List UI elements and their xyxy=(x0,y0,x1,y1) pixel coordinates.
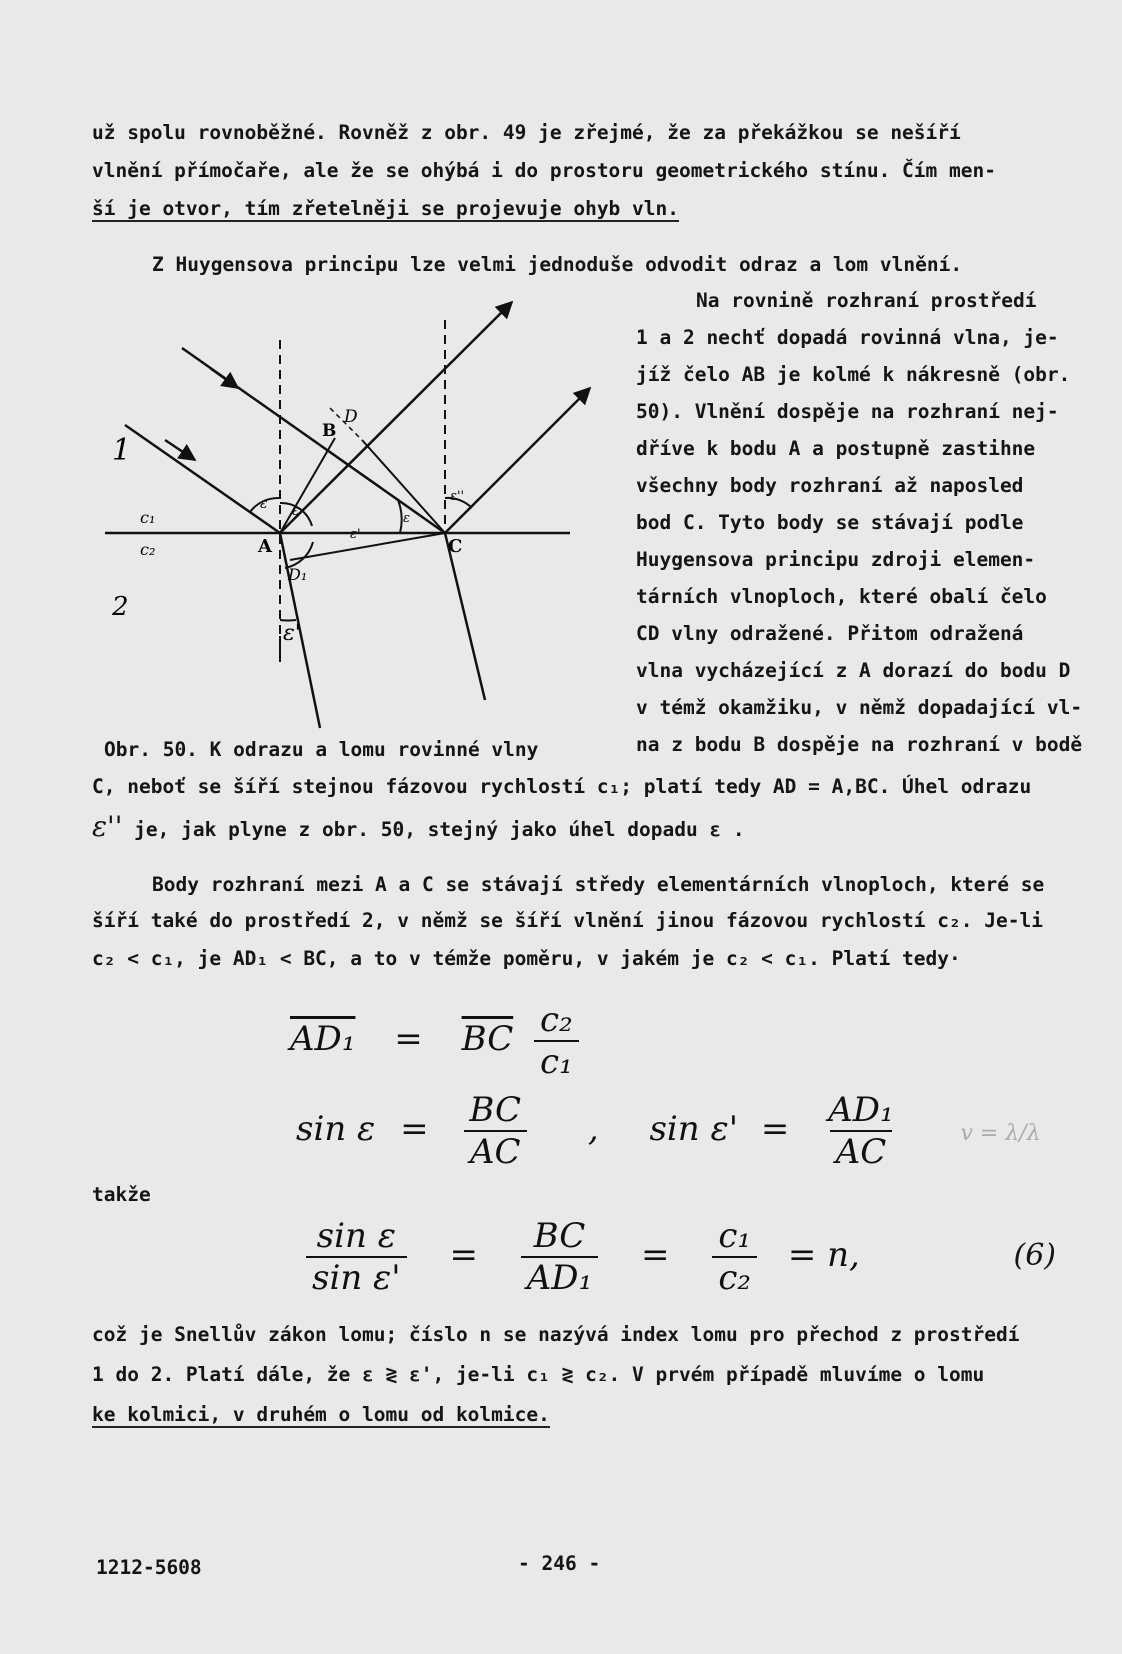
paragraph-3-line-2 xyxy=(92,812,1062,845)
label-A: A xyxy=(258,536,272,557)
label-epsilon-prime: ε' xyxy=(283,621,301,646)
paragraph-1-line-3 xyxy=(92,194,1062,224)
right-column-line-6: všechny body rozhraní až naposled xyxy=(636,474,1024,497)
right-column-line-12: v témž okamžiku, v němž dopadající vl- xyxy=(636,696,1083,719)
right-column-line-10: CD vlny odražené. Přitom odražená xyxy=(636,622,1024,645)
right-column-line-9: tárních vlnoploch, které obalí čelo xyxy=(636,585,1047,608)
paragraph-5-line-1: což je Snellův zákon lomu; číslo n se nazývá index lomu pro přechod z prostředí xyxy=(92,1323,1020,1346)
formula-ad1 xyxy=(290,1000,589,1082)
refracted-wavefront-CD1 xyxy=(290,533,445,560)
angle-arc-C-reflect xyxy=(398,500,402,533)
label-C: C xyxy=(448,536,463,557)
right-column-line-3: jíž čelo AB je kolmé k nákresně (obr. xyxy=(636,363,1071,386)
formula-3-fraction-3 xyxy=(712,1216,757,1298)
refracted-ray-2 xyxy=(445,533,485,700)
page-number: - 246 - xyxy=(518,1552,601,1575)
label-D1: D₁ xyxy=(288,565,308,584)
label-D: D xyxy=(344,407,358,427)
label-c2: c₂ xyxy=(140,540,156,559)
formula-2-sin-eps-prime: sin ε' xyxy=(649,1109,739,1149)
label-epsilon-incidence: ε xyxy=(260,496,268,512)
paragraph-4-line-3: c₂ < c₁, je AD₁ < BC, a to v témže poměru, v jakém je c₂ < c₁. Platí tedy· xyxy=(92,947,961,970)
equation-number: (6) xyxy=(1013,1238,1056,1273)
formula-2-fraction-1 xyxy=(463,1090,527,1172)
paragraph-3-line-2-text: je, jak plyne z obr. 50, stejný jako úhel dopadu ε . xyxy=(134,818,745,841)
right-column-line-13: na z bodu B dospěje na rozhraní v bodě xyxy=(636,733,1083,756)
formula-3-eq-1: = xyxy=(449,1235,478,1275)
epsilon-double-prime-mark: ε'' xyxy=(92,810,123,843)
right-column-line-11: vlna vycházející z A dorazí do bodu D xyxy=(636,659,1071,682)
formula-3-num-1: sin ε xyxy=(316,1216,396,1256)
paragraph-5-line-3-text: ke kolmici, v druhém o lomu od kolmice. xyxy=(92,1403,550,1426)
label-c1: c₁ xyxy=(140,508,156,527)
reflected-ray-2 xyxy=(445,388,590,533)
formula-2-fraction-2 xyxy=(822,1090,899,1172)
right-column-line-2: 1 a 2 nechť dopadá rovinná vlna, je- xyxy=(636,326,1059,349)
formula-1-num: c₂ xyxy=(540,1000,573,1040)
underlined-phrase: ší je otvor, tím zřetelněji se projevuje ohyb vln. xyxy=(92,197,679,220)
formula-sin xyxy=(296,1090,1041,1172)
paragraph-3-line-1: C, neboť se šíří stejnou fázovou rychlostí c₁; platí tedy AD = A,BC. Úhel odrazu xyxy=(92,775,1032,798)
formula-3-den-3: c₂ xyxy=(712,1256,757,1298)
label-B: B xyxy=(322,421,337,441)
formula-1-lhs: AD₁ xyxy=(290,1019,356,1059)
formula-1-eq: = xyxy=(394,1019,423,1059)
paragraph-4-line-2: šíří také do prostředí 2, v němž se šíří vlnění jinou fázovou rychlostí c₂. Je-li xyxy=(92,909,1043,932)
label-epsilon-C: ε xyxy=(403,511,410,526)
formula-2-sin-eps: sin ε xyxy=(296,1109,376,1149)
paragraph-1-line-1: už spolu rovnoběžné. Rovněž z obr. 49 je zřejmé, že za překážkou se nešíří xyxy=(92,121,961,144)
formula-snell xyxy=(296,1216,860,1298)
formula-3-den-1: sin ε' xyxy=(306,1256,407,1298)
incident-arrow-2 xyxy=(210,368,238,388)
margin-pencil-note: v = λ/λ xyxy=(960,1121,1041,1146)
figure-50-diagram xyxy=(100,290,600,730)
formula-1-fraction xyxy=(534,1000,579,1082)
formula-3-n: = n, xyxy=(787,1235,860,1275)
paragraph-1-line-2: vlnění přímočaře, ale že se ohýbá i do prostoru geometrického stínu. Čím men- xyxy=(92,159,996,182)
label-epsilon-prime-small: ε' xyxy=(350,527,361,542)
right-column-line-5: dříve k bodu A a postupně zastihne xyxy=(636,437,1036,460)
formula-3-eq-2: = xyxy=(641,1235,670,1275)
formula-1-rhs: $\overline{BC}$ xyxy=(461,1019,514,1059)
formula-2-num-2: AD₁ xyxy=(828,1090,894,1130)
formula-3-fraction-2 xyxy=(521,1216,598,1298)
formula-1-den: c₁ xyxy=(534,1040,579,1082)
paragraph-4-line-1: Body rozhraní mezi A a C se stávají středy elementárních vlnoploch, které se xyxy=(152,873,1045,896)
formula-2-eq-2: = xyxy=(760,1109,790,1149)
formula-2-den-2: AC xyxy=(830,1130,893,1172)
formula-2-eq-1: = xyxy=(400,1109,429,1149)
right-column-line-7: bod C. Tyto body se stávají podle xyxy=(636,511,1024,534)
right-column-line-1: Na rovnině rozhraní prostředí xyxy=(696,289,1037,312)
formula-3-den-2: AD₁ xyxy=(521,1256,598,1298)
label-medium-2: 2 xyxy=(112,592,129,622)
formula-2-num-1: BC xyxy=(469,1090,522,1130)
formula-2-comma: , xyxy=(587,1109,599,1149)
label-epsilon-AB: ε xyxy=(292,503,300,519)
right-column-line-4: 50). Vlnění dospěje na rozhraní nej- xyxy=(636,400,1059,423)
figure-50-caption: Obr. 50. K odrazu a lomu rovinné vlny xyxy=(104,738,539,761)
label-medium-1: 1 xyxy=(112,433,132,468)
formula-2-den-1: AC xyxy=(464,1130,527,1172)
footer-code: 1212-5608 xyxy=(96,1556,202,1579)
paragraph-2-intro: Z Huygensova principu lze velmi jednoduše odvodit odraz a lom vlnění. xyxy=(152,253,963,276)
formula-3-num-3: c₁ xyxy=(718,1216,751,1256)
paragraph-5-line-2: 1 do 2. Platí dále, že ε ≷ ε', je-li c₁ ≷ c₂. V prvém případě mluvíme o lomu xyxy=(92,1363,985,1386)
right-column-line-8: Huygensova principu zdroji elemen- xyxy=(636,548,1036,571)
formula-3-fraction-1 xyxy=(306,1216,407,1298)
label-epsilon-double-prime: ε'' xyxy=(450,489,465,504)
takze-word: takže xyxy=(92,1183,151,1206)
paragraph-5-line-3 xyxy=(92,1400,1062,1430)
formula-3-num-2: BC xyxy=(533,1216,586,1256)
